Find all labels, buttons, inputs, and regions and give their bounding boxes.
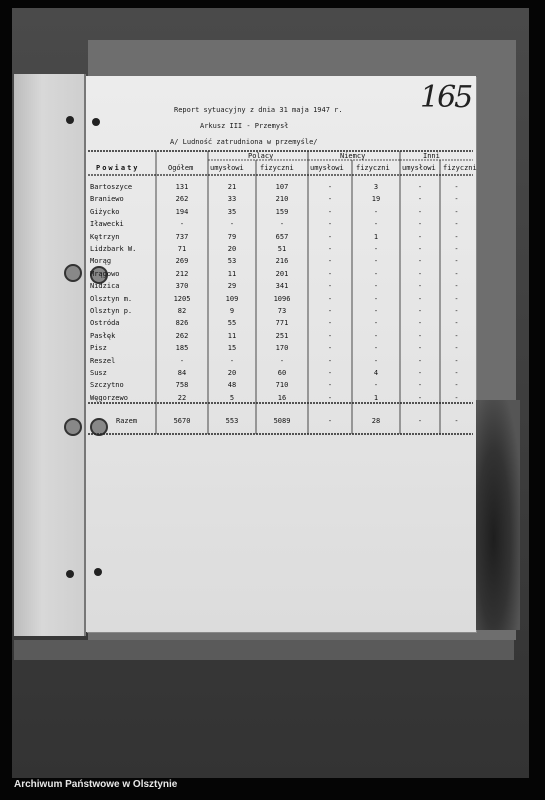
cell-polacy-umyslowi: 11 [227,269,237,278]
cell-ogolem: 262 [175,195,189,204]
cell-niemcy-fizyczni: - [373,207,379,216]
cell-polacy-umyslowi: - [229,220,235,229]
cell-powiat: Braniewo [90,195,124,204]
total-niemcy-umyslowi: - [327,417,333,425]
cell-polacy-fizyczni: 73 [277,307,287,315]
bottom-strip [14,640,514,660]
cell-inni-fizyczni: - [454,183,459,191]
cell-niemcy-fizyczni: - [373,307,379,315]
header-inni-umyslowi: umysłowi [402,164,436,172]
header-inni-fizyczni: fizyczni [443,164,477,172]
cell-polacy-fizyczni: 251 [275,331,289,340]
cell-polacy-umyslowi: 11 [227,331,237,340]
cell-niemcy-umyslowi: - [327,257,333,266]
header-niemcy: Niemcy [340,152,366,160]
header-polacy-umyslowi: umysłowi [210,164,244,172]
cell-powiat: Olsztyn m. [90,294,133,303]
cell-polacy-fizyczni: 710 [275,381,289,390]
cell-powiat: Ostróda [90,319,120,328]
cell-powiat: Bartoszyce [90,183,133,191]
archive-caption: Archiwum Państwowe w Olsztynie [14,779,178,790]
section-title: A/ Ludność zatrudniona w przemyśle/ [170,138,318,146]
cell-inni-umyslowi: - [417,195,423,204]
cell-inni-fizyczni: - [454,344,459,353]
cell-polacy-fizyczni: 16 [277,393,287,402]
cell-ogolem: 737 [175,232,189,241]
total-label: Razem [116,417,138,425]
header-polacy: Polacy [248,152,274,160]
cell-ogolem: - [179,356,185,365]
cell-niemcy-fizyczni: 4 [373,369,379,377]
cell-niemcy-fizyczni: - [373,294,379,303]
cell-powiat: Szczytno [90,381,124,390]
cell-polacy-umyslowi: 48 [227,381,237,390]
total-inni-umyslowi: - [417,417,423,425]
cell-inni-umyslowi: - [417,220,423,229]
cell-polacy-umyslowi: 20 [227,245,237,253]
cell-polacy-fizyczni: 170 [275,344,289,353]
punch-hole [94,568,102,576]
cell-polacy-fizyczni: - [279,356,285,365]
total-niemcy-fizyczni: 28 [371,417,381,425]
cell-powiat: Węgorzewo [90,393,128,402]
cell-niemcy-umyslowi: - [327,245,333,253]
cell-inni-umyslowi: - [417,331,423,340]
cell-inni-fizyczni: - [454,356,459,365]
punch-hole-large [64,418,82,436]
total-polacy-umyslowi: 553 [225,417,239,425]
cell-polacy-umyslowi: 9 [229,307,235,315]
cell-powiat: Mrągowo [90,269,120,278]
cell-inni-fizyczni: - [454,331,459,340]
cell-niemcy-umyslowi: - [327,307,333,315]
cell-powiat: Lidzbark W. [90,245,137,253]
cell-ogolem: 370 [175,282,189,291]
cell-niemcy-umyslowi: - [327,369,333,377]
cell-niemcy-fizyczni: 3 [373,183,379,191]
punch-hole [66,116,74,124]
cell-inni-fizyczni: - [454,381,459,390]
cell-niemcy-fizyczni: - [373,331,379,340]
cell-powiat: Olsztyn p. [90,307,133,315]
cell-powiat: Giżycko [90,207,120,216]
cell-niemcy-fizyczni: 1 [373,232,379,241]
cell-niemcy-fizyczni: - [373,381,379,390]
cell-inni-umyslowi: - [417,307,423,315]
cell-polacy-umyslowi: 79 [227,232,237,241]
employment-table [88,149,477,438]
cell-polacy-fizyczni: 51 [277,245,287,253]
cell-inni-fizyczni: - [454,282,459,291]
cell-niemcy-fizyczni: - [373,344,379,353]
cell-niemcy-umyslowi: - [327,207,333,216]
cell-inni-umyslowi: - [417,282,423,291]
cell-polacy-umyslowi: 109 [225,294,239,303]
cell-niemcy-fizyczni: 1 [373,393,379,402]
cell-inni-umyslowi: - [417,207,423,216]
cell-polacy-fizyczni: 60 [277,369,287,377]
cell-inni-umyslowi: - [417,319,423,328]
cell-niemcy-umyslowi: - [327,393,333,402]
cell-polacy-umyslowi: 33 [227,195,237,204]
cell-inni-umyslowi: - [417,269,423,278]
cell-ogolem: 185 [175,344,189,353]
cell-niemcy-umyslowi: - [327,195,333,204]
sheet-title: Arkusz III - Przemysł [200,122,289,130]
cell-ogolem: 131 [175,183,189,191]
cell-inni-umyslowi: - [417,294,423,303]
cell-inni-fizyczni: - [454,232,459,241]
cell-inni-fizyczni: - [454,207,459,216]
cell-inni-fizyczni: - [454,220,459,229]
cell-ogolem: 82 [177,307,187,315]
cell-ogolem: 194 [175,207,189,216]
report-title: Report sytuacyjny z dnia 31 maja 1947 r. [174,106,343,114]
cell-ogolem: 71 [177,245,187,253]
cell-powiat: Pasłęk [90,331,116,340]
cell-polacy-fizyczni: 1096 [273,294,291,303]
cell-niemcy-umyslowi: - [327,319,333,328]
scan-shadow [476,400,520,630]
cell-niemcy-umyslowi: - [327,344,333,353]
cell-niemcy-fizyczni: - [373,269,379,278]
cell-inni-umyslowi: - [417,183,423,191]
header-powiaty: Powiaty [96,164,140,172]
punch-hole [92,118,100,126]
header-inni: Inni [423,152,440,160]
cell-polacy-umyslowi: - [229,356,235,365]
cell-powiat: Iławecki [90,220,124,229]
cell-inni-fizyczni: - [454,393,459,402]
cell-inni-fizyczni: - [454,245,459,253]
cell-inni-umyslowi: - [417,245,423,253]
cell-ogolem: 269 [175,257,189,266]
cell-polacy-fizyczni: 159 [275,207,289,216]
total-polacy-fizyczni: 5089 [273,417,291,425]
cell-polacy-umyslowi: 15 [227,344,237,353]
cell-niemcy-fizyczni: - [373,257,379,266]
header-niemcy-umyslowi: umysłowi [310,164,344,172]
cell-inni-fizyczni: - [454,319,459,328]
cell-polacy-umyslowi: 20 [227,369,237,377]
cell-inni-umyslowi: - [417,381,423,390]
header-niemcy-fizyczni: fizyczni [356,164,390,172]
left-page [14,74,86,636]
cell-niemcy-umyslowi: - [327,356,333,365]
cell-inni-umyslowi: - [417,344,423,353]
punch-hole-large [64,264,82,282]
cell-niemcy-fizyczni: 19 [371,195,381,204]
cell-inni-fizyczni: - [454,294,459,303]
cell-polacy-umyslowi: 53 [227,257,237,266]
cell-niemcy-fizyczni: - [373,319,379,328]
total-inni-fizyczni: - [454,417,459,425]
cell-powiat: Nidzica [90,282,120,291]
cell-niemcy-umyslowi: - [327,294,333,303]
cell-polacy-umyslowi: 55 [227,319,237,328]
punch-hole [66,570,74,578]
cell-polacy-umyslowi: 5 [229,393,235,402]
cell-inni-fizyczni: - [454,195,459,204]
cell-niemcy-fizyczni: - [373,245,379,253]
cell-niemcy-umyslowi: - [327,381,333,390]
cell-polacy-fizyczni: 341 [275,282,289,291]
cell-ogolem: 758 [175,381,189,390]
cell-inni-umyslowi: - [417,232,423,241]
cell-powiat: Susz [90,369,107,377]
cell-niemcy-umyslowi: - [327,220,333,229]
cell-powiat: Kętrzyn [90,232,120,241]
cell-polacy-umyslowi: 29 [227,282,237,291]
cell-polacy-umyslowi: 35 [227,207,237,216]
cell-niemcy-fizyczni: - [373,356,379,365]
cell-polacy-fizyczni: 657 [275,232,289,241]
total-ogolem: 5670 [173,417,191,425]
cell-ogolem: - [179,220,185,229]
cell-niemcy-umyslowi: - [327,282,333,291]
cell-powiat: Pisz [90,344,107,353]
cell-inni-fizyczni: - [454,257,459,266]
cell-ogolem: 22 [177,393,187,402]
cell-inni-umyslowi: - [417,356,423,365]
cell-niemcy-umyslowi: - [327,232,333,241]
cell-polacy-fizyczni: 201 [275,269,289,278]
cell-inni-umyslowi: - [417,369,423,377]
cell-niemcy-fizyczni: - [373,282,379,291]
cell-ogolem: 84 [177,369,187,377]
cell-niemcy-umyslowi: - [327,269,333,278]
cell-polacy-fizyczni: 771 [275,319,289,328]
header-polacy-fizyczni: fizyczni [260,164,294,172]
cell-inni-umyslowi: - [417,393,423,402]
cell-powiat: Reszel [90,356,116,365]
cell-powiat: Morąg [90,257,112,266]
cell-inni-umyslowi: - [417,257,423,266]
cell-niemcy-umyslowi: - [327,331,333,340]
cell-polacy-fizyczni: - [279,220,285,229]
cell-polacy-fizyczni: 107 [275,183,289,191]
cell-polacy-umyslowi: 21 [227,183,237,191]
cell-inni-fizyczni: - [454,369,459,377]
cell-ogolem: 826 [175,319,189,328]
cell-polacy-fizyczni: 216 [275,257,289,266]
cell-niemcy-umyslowi: - [327,183,333,191]
cell-niemcy-fizyczni: - [373,220,379,229]
handwritten-page-number: 165 [420,80,472,115]
cell-ogolem: 1205 [173,294,191,303]
cell-ogolem: 212 [175,269,189,278]
cell-inni-fizyczni: - [454,307,459,315]
cell-inni-fizyczni: - [454,269,459,278]
cell-polacy-fizyczni: 210 [275,195,289,204]
cell-ogolem: 262 [175,331,189,340]
header-ogolem: Ogółem [168,164,194,172]
